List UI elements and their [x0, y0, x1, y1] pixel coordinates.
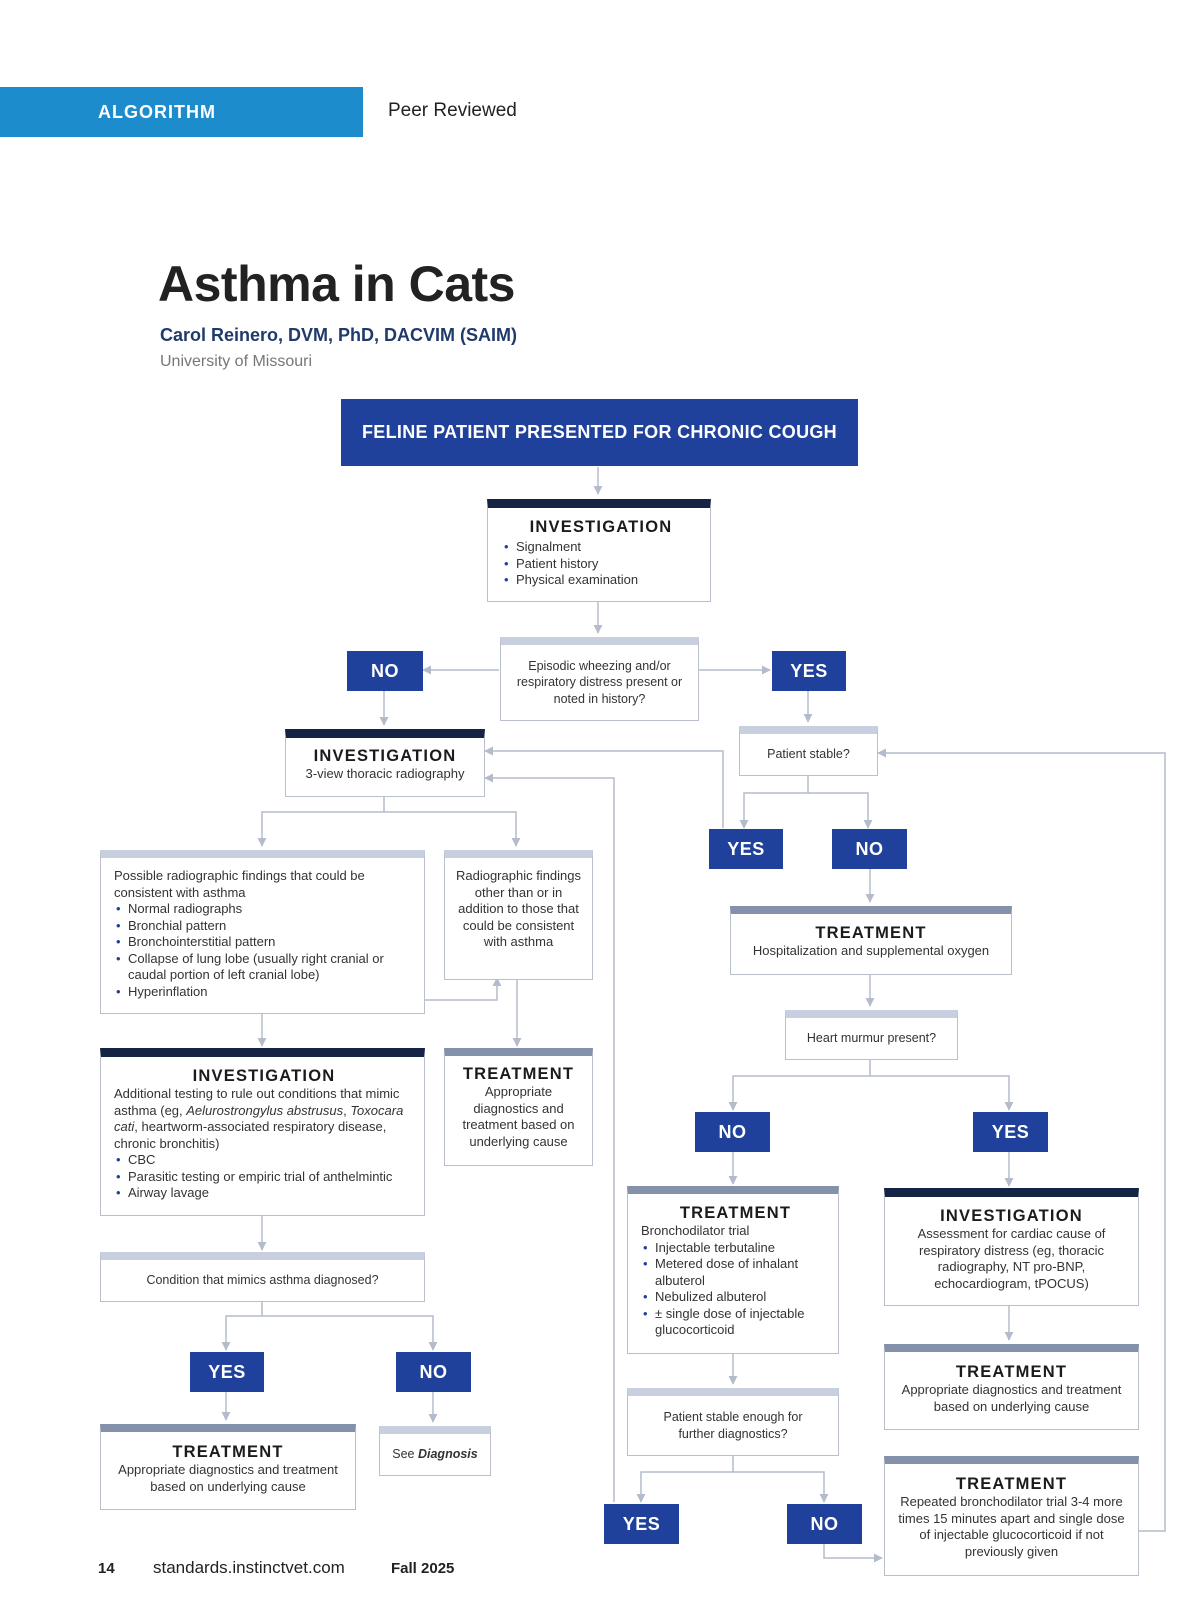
footer-issue: Fall 2025 [391, 1560, 455, 1577]
treatment-underlying-box [444, 1048, 593, 1166]
list-item: • Bronchointerstitial pattern [128, 934, 414, 951]
box-text: Appropriate diagnostics and treatment based on underlying cause [118, 1462, 338, 1494]
box-text: Bronchodilator trial [641, 1223, 750, 1238]
diagnosis-reference: Diagnosis [417, 1447, 478, 1462]
decision-heart-murmur: Heart murmur present? [785, 1010, 958, 1060]
treatment-cardiac-box [884, 1344, 1139, 1430]
box-text: Hospitalization and supplemental oxygen [752, 943, 990, 958]
list-item: • Normal radiographs [128, 901, 414, 918]
list-item: • Signalment [516, 539, 700, 556]
box-heading: INVESTIGATION [940, 1207, 1083, 1225]
box-heading: INVESTIGATION [529, 518, 673, 536]
list-item: • Bronchial pattern [128, 918, 414, 935]
list-item: • ± single dose of injectable glucocorticoid [655, 1306, 830, 1339]
list-item: • Metered dose of inhalant albuterol [655, 1256, 830, 1289]
other-findings-box: Radiographic findings other than or in addition to those that could be consistent with asthma [444, 850, 593, 980]
decision-stable-enough: Patient stable enough for further diagnostics? [627, 1388, 839, 1456]
yes-label: YES [709, 829, 783, 869]
list-item: • Parasitic testing or empiric trial of anthelmintic [128, 1169, 414, 1186]
decision-mimic-diagnosed: Condition that mimics asthma diagnosed? [100, 1252, 425, 1302]
list-item: • Physical examination [516, 572, 700, 589]
treatment-bronchodilator-box [627, 1186, 839, 1354]
box-text: Additional testing to rule out conditions that mimic asthma (eg, Aelurostrongylus abstrusus, Toxocara cati, heartworm-associated respiratory disease, chronic bronchitis) [114, 1086, 404, 1151]
start-node: FELINE PATIENT PRESENTED FOR CHRONIC COUGH [341, 399, 858, 466]
investigation-radiography-box [285, 729, 485, 797]
investigation-initial-box [487, 499, 711, 602]
treatment-repeat-box [884, 1456, 1139, 1576]
yes-label: YES [604, 1504, 679, 1544]
box-text: Possible radiographic findings that could be consistent with asthma [114, 868, 365, 900]
yes-label: YES [190, 1352, 264, 1392]
treatment-mimic-box [100, 1424, 356, 1510]
box-text: Appropriate diagnostics and treatment based on underlying cause [901, 1382, 1122, 1414]
box-heading: INVESTIGATION [313, 747, 457, 765]
peer-reviewed-label: Peer Reviewed [388, 100, 517, 121]
box-heading: TREATMENT [815, 924, 927, 942]
page-number: 14 [98, 1560, 115, 1577]
box-heading: TREATMENT [462, 1065, 575, 1083]
box-heading: TREATMENT [172, 1443, 284, 1461]
investigation-cardiac-box [884, 1188, 1139, 1306]
no-label: NO [695, 1112, 770, 1152]
section-badge: ALGORITHM [0, 87, 363, 137]
yes-label: YES [772, 651, 846, 691]
box-text: Assessment for cardiac cause of respiratory distress (eg, thoracic radiography, NT pro-BNP, echocardiogram, tPOCUS) [917, 1226, 1106, 1291]
list-item: • Patient history [516, 556, 700, 573]
box-heading: INVESTIGATION [192, 1067, 336, 1085]
list-item: • Collapse of lung lobe (usually right cranial or caudal portion of left cranial lobe) [128, 951, 414, 984]
article-title: Asthma in Cats [158, 256, 515, 312]
list-item: • CBC [128, 1152, 414, 1169]
see-diagnosis-note: See Diagnosis [379, 1426, 491, 1476]
yes-label: YES [973, 1112, 1048, 1152]
decision-patient-stable: Patient stable? [739, 726, 878, 776]
article-author: Carol Reinero, DVM, PhD, DACVIM (SAIM) [160, 325, 518, 345]
list-item: • Nebulized albuterol [655, 1289, 830, 1306]
list-item: • Hyperinflation [128, 984, 414, 1001]
investigation-rule-out-box [100, 1048, 425, 1216]
author-affiliation: University of Missouri [160, 353, 313, 370]
box-text: Repeated bronchodilator trial 3-4 more times 15 minutes apart and single dose of injectable glucocorticoid if not previously given [898, 1494, 1125, 1559]
box-text: 3-view thoracic radiography [305, 766, 465, 781]
box-heading: TREATMENT [955, 1363, 1068, 1381]
radiographic-findings-box [100, 850, 425, 1014]
decision-wheezing: Episodic wheezing and/or respiratory distress present or noted in history? [500, 637, 699, 721]
footer-site-link[interactable]: standards.instinctvet.com [153, 1558, 345, 1577]
no-label: NO [347, 651, 423, 691]
no-label: NO [787, 1504, 862, 1544]
treatment-hospitalization-box [730, 906, 1012, 975]
box-heading: TREATMENT [679, 1204, 792, 1222]
box-heading: TREATMENT [955, 1475, 1068, 1493]
no-label: NO [396, 1352, 471, 1392]
list-item: • Airway lavage [128, 1185, 414, 1202]
box-text: Appropriate diagnostics and treatment based on underlying cause [462, 1084, 575, 1149]
no-label: NO [832, 829, 907, 869]
list-item: • Injectable terbutaline [655, 1240, 830, 1257]
